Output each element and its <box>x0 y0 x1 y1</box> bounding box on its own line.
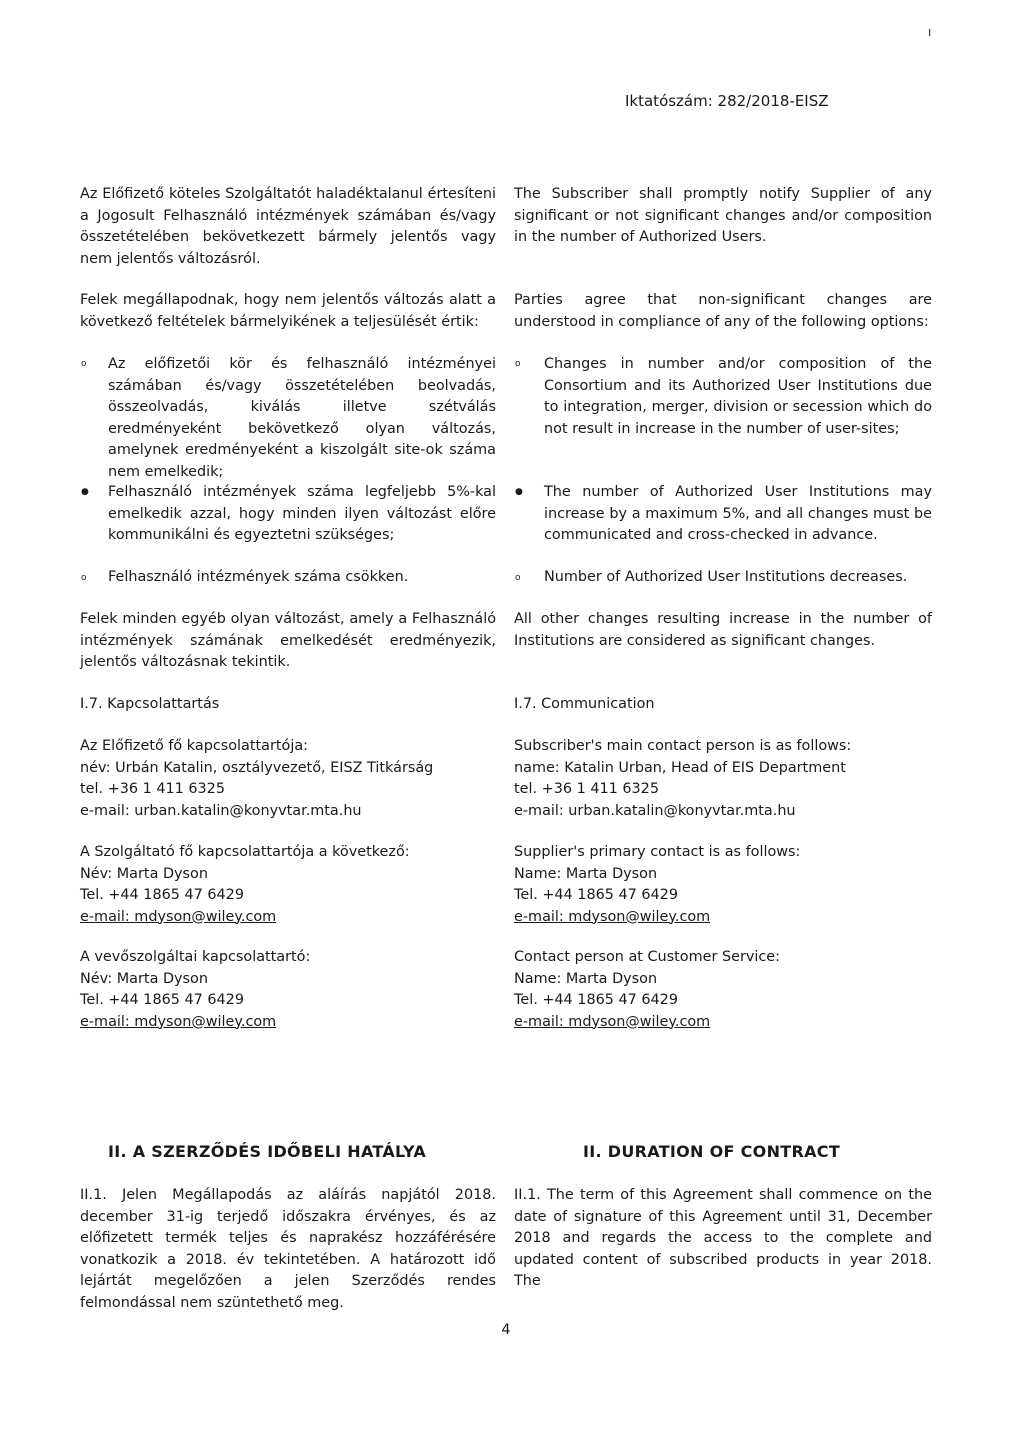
agree-paragraph-hu: Felek megállapodnak, hogy nem jelentős változás alatt a következő feltételek bármelyikének a teljesülését értik: <box>80 292 496 330</box>
contact-name: name: Katalin Urban, Head of EIS Department <box>514 759 846 776</box>
contact-heading: A Szolgáltató fő kapcsolattartója a következő: <box>80 844 410 860</box>
contact-heading: Contact person at Customer Service: <box>514 949 781 965</box>
bullet-icon: ● <box>81 487 89 497</box>
bullet-icon: o <box>515 573 521 583</box>
contact-name: Név: Marta Dyson <box>80 865 208 882</box>
corner-mark: ı <box>928 25 932 39</box>
contact-block-customer-service-en <box>514 947 932 1033</box>
bullet-item-hu: Felhasználó intézmények száma csökken. <box>108 569 409 585</box>
contact-heading: A vevőszolgáltai kapcsolattartó: <box>80 949 311 965</box>
bullet-icon: o <box>515 359 521 369</box>
contact-block-supplier-hu <box>80 842 496 928</box>
contact-email: e-mail: urban.katalin@konyvtar.mta.hu <box>80 802 362 819</box>
contact-phone: Tel. +44 1865 47 6429 <box>514 992 678 1008</box>
contact-email-link[interactable]: e-mail: mdyson@wiley.com <box>514 908 711 925</box>
contact-block-supplier-en <box>514 842 932 928</box>
notify-paragraph-hu: Az Előfizető köteles Szolgáltatót haladéktalanul értesíteni a Jogosult Felhasználó intézmények számában és/vagy összetételében bekövetkezett bármely jelentős vagy nem jelentős változásról. <box>80 186 496 267</box>
contact-phone: tel. +36 1 411 6325 <box>514 781 659 797</box>
bullet-item-hu: Felhasználó intézmények száma legfeljebb 5%-kal emelkedik azzal, hogy minden ilyen változást előre kommunikálni és egyeztetni szükséges; <box>108 484 496 543</box>
duration-paragraph-hu: II.1. Jelen Megállapodás az aláírás napjától 2018. december 31-ig terjedő időszakra érvényes, és az előfizetett termék teljes és naprakész hozzáférésére vonatkozik a 2018. év tekintetében. A határozott idő lejártát megelőzően a jelen Szerződés rendes felmondással nem szüntethető meg. <box>80 1187 496 1311</box>
contact-email-link[interactable]: e-mail: mdyson@wiley.com <box>80 1013 277 1030</box>
document-reference-number: Iktatószám: 282/2018-EISZ <box>625 92 829 110</box>
contact-heading: Supplier's primary contact is as follows: <box>514 844 801 860</box>
page-number: 4 <box>501 1322 511 1338</box>
contact-phone: tel. +36 1 411 6325 <box>80 781 225 797</box>
contact-email: e-mail: urban.katalin@konyvtar.mta.hu <box>514 802 796 819</box>
other-changes-paragraph-hu: Felek minden egyéb olyan változást, amely a Felhasználó intézmények számának emelkedését eredményezik, jelentős változásnak tekintik. <box>80 611 496 670</box>
notify-paragraph-en: The Subscriber shall promptly notify Supplier of any significant or not significant changes and/or composition in the number of Authorized Users. <box>514 186 932 245</box>
agree-paragraph-en: Parties agree that non-significant changes are understood in compliance of any of the following options: <box>514 292 932 330</box>
duration-heading-en: II. DURATION OF CONTRACT <box>583 1142 841 1161</box>
contact-phone: Tel. +44 1865 47 6429 <box>80 887 244 903</box>
bullet-item-en: Changes in number and/or composition of the Consortium and its Authorized User Institutions due to integration, merger, division or secession which do not result in increase in the number of user-sites; <box>544 356 932 437</box>
other-changes-paragraph-en: All other changes resulting increase in the number of Institutions are considered as significant changes. <box>514 611 932 649</box>
contact-email-link[interactable]: e-mail: mdyson@wiley.com <box>80 908 277 925</box>
contact-name: Név: Marta Dyson <box>80 970 208 987</box>
bullet-icon: ● <box>515 487 523 497</box>
contact-name: név: Urbán Katalin, osztályvezető, EISZ Titkárság <box>80 759 434 776</box>
bullet-icon: o <box>81 573 87 583</box>
bullet-item-en: The number of Authorized User Institutions may increase by a maximum 5%, and all changes must be communicated and cross-checked in advance. <box>544 484 932 543</box>
contact-phone: Tel. +44 1865 47 6429 <box>80 992 244 1008</box>
duration-paragraph-en: II.1. The term of this Agreement shall commence on the date of signature of this Agreement until 31, December 2018 and regards the access to the complete and updated content of subscribed products in year 2018. The <box>514 1187 932 1289</box>
bullet-item-hu: Az előfizetői kör és felhasználó intézményei számában és/vagy összetételében beolvadás, összeolvadás, kiválás illetve szétválás eredményeként bekövetkező olyan változás, amelynek eredményeként a kiszolgált site-ok száma nem emelkedik; <box>108 356 496 480</box>
contact-section-title-hu: I.7. Kapcsolattartás <box>80 696 220 712</box>
contact-heading: Az Előfizető fő kapcsolattartója: <box>80 738 309 754</box>
contact-section-title-en: I.7. Communication <box>514 696 655 712</box>
contact-heading: Subscriber's main contact person is as follows: <box>514 738 852 754</box>
bullet-icon: o <box>81 359 87 369</box>
bullet-item-en: Number of Authorized User Institutions decreases. <box>544 569 908 585</box>
contact-email-link[interactable]: e-mail: mdyson@wiley.com <box>514 1013 711 1030</box>
duration-heading-hu: II. A SZERZŐDÉS IDŐBELI HATÁLYA <box>108 1142 427 1161</box>
contact-name: Name: Marta Dyson <box>514 970 658 987</box>
contact-phone: Tel. +44 1865 47 6429 <box>514 887 678 903</box>
contact-block-subscriber-en <box>514 736 932 822</box>
contact-block-customer-service-hu <box>80 947 496 1033</box>
contact-block-subscriber-hu <box>80 736 496 822</box>
contact-name: Name: Marta Dyson <box>514 865 658 882</box>
